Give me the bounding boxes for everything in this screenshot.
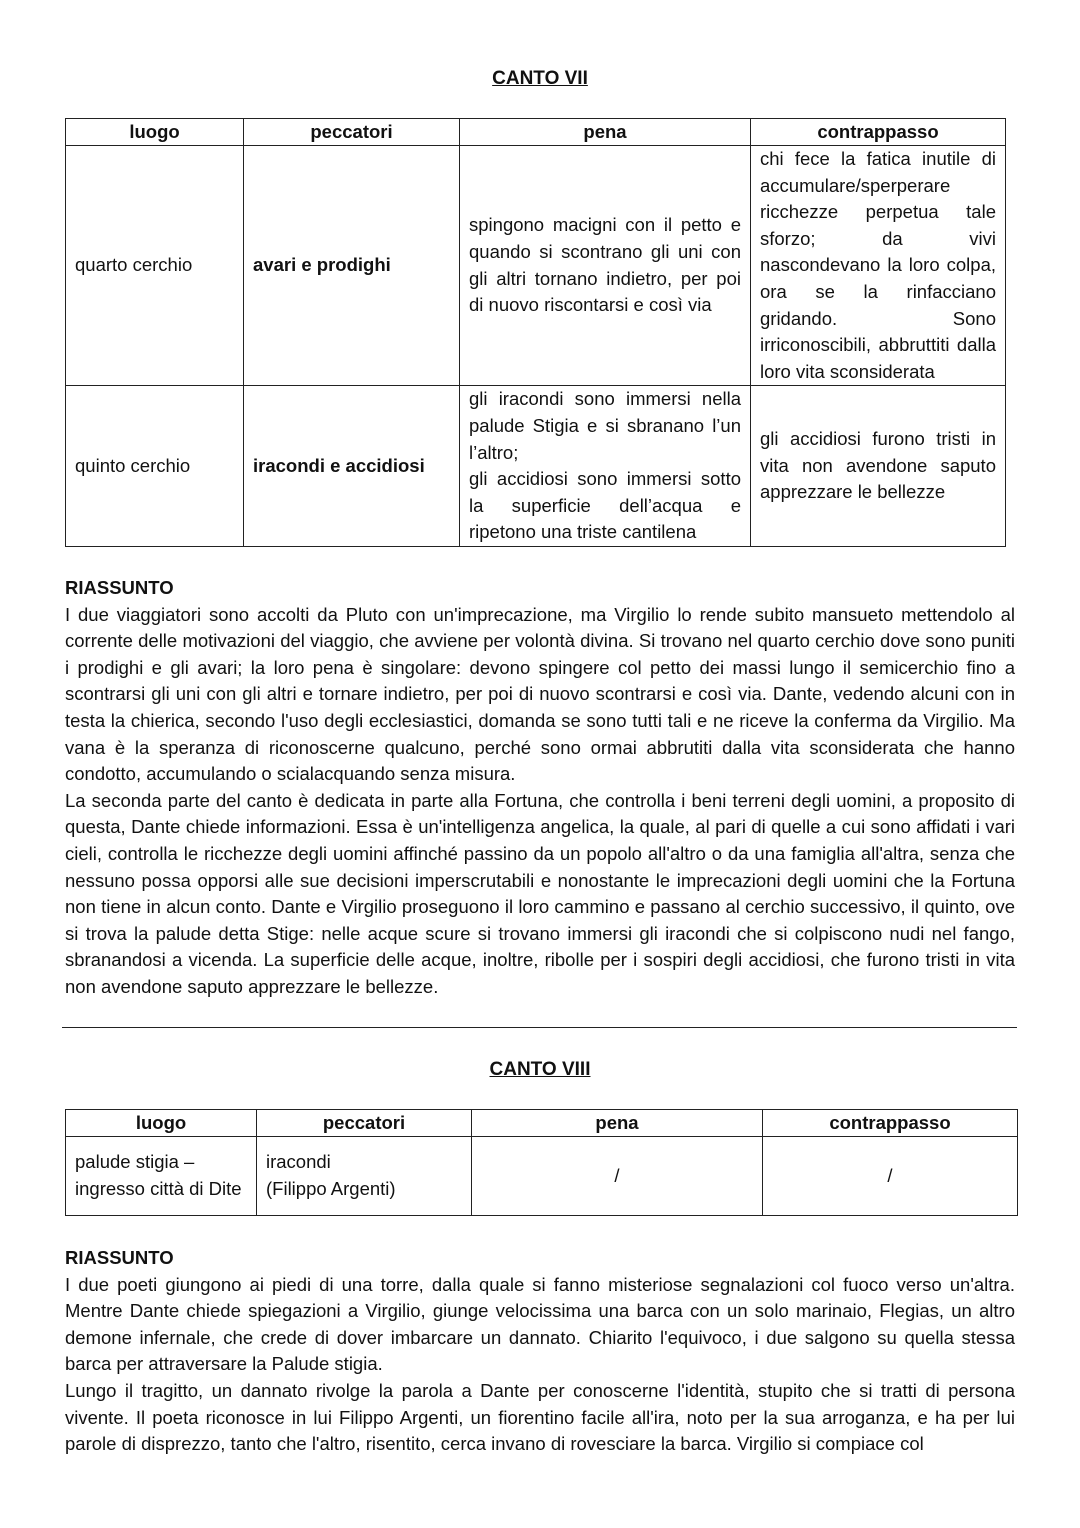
table-header-row [66, 1110, 1018, 1137]
table-row [66, 1137, 1018, 1216]
pena-line-accidiosi: gli accidiosi sono immersi sotto la superficie dell’acqua e ripetono una triste cantilena [469, 468, 741, 543]
header-luogo: luogo [66, 1110, 257, 1137]
canto-vii-table [65, 118, 1006, 547]
header-contrappasso: contrappasso [763, 1110, 1018, 1137]
table-header-row [66, 119, 1006, 146]
cell-peccatori: avari e prodighi [244, 146, 460, 386]
cell-contrappasso: gli accidiosi furono tristi in vita non avendone saputo apprezzare le bellezze [751, 386, 1006, 547]
header-pena: pena [460, 119, 751, 146]
summary-heading: RIASSUNTO [65, 577, 174, 598]
canto-viii-title: CANTO VIII [489, 1059, 591, 1080]
cell-luogo: quarto cerchio [66, 146, 244, 386]
cell-pena: / [472, 1137, 763, 1216]
cell-luogo: quinto cerchio [66, 386, 244, 547]
cell-luogo: palude stigia – ingresso città di Dite [66, 1137, 257, 1216]
section-divider [62, 1027, 1017, 1028]
canto-viii-summary [65, 1245, 1015, 1458]
header-peccatori: peccatori [257, 1110, 472, 1137]
cell-pena [460, 386, 751, 547]
canto-vii-summary [65, 575, 1015, 1001]
table-row [66, 146, 1006, 386]
peccatori-line: iracondi [266, 1151, 331, 1173]
pena-line-iracondi: gli iracondi sono immersi nella palude Stigia e si sbranano l’un l’altro; [469, 388, 741, 463]
header-pena: pena [472, 1110, 763, 1137]
summary-paragraph: I due viaggiatori sono accolti da Pluto con un'imprecazione, ma Virgilio lo rende subito mansueto mettendolo al corrente delle motivazioni del viaggio, che avviene per volontà divina. Si trovano nel quarto cerchio dove sono puniti i prodighi e gli avari; la loro pena è singolare: devono spingere col petto dei massi lungo il semicerchio fino a scontrarsi gli uni con gli altri e tornare indietro, per poi di nuovo scontrarsi e così via. Dante, vedendo alcuni con in testa la chierica, secondo l'uso degli ecclesiastici, domanda se sono tutti tali e ne riceve la conferma da Virgilio. Ma vana è la speranza di riconoscerne qualcuno, perché sono ormai abbrutiti dalla vita sconsiderata che hanno condotto, accumulando o scialacquando senza misura. [65, 603, 1015, 785]
summary-paragraph: I due poeti giungono ai piedi di una torre, dalla quale si fanno misteriose segnalazioni col fuoco verso un'altra. Mentre Dante chiede spiegazioni a Virgilio, giunge velocissima una barca con un solo marinaio, Flegias, un altro demone infernale, che crede di dover imbarcare un dannato. Chiarito l'equivoco, i due salgono su quella stessa barca per attraversare la Palude stigia. [65, 1273, 1015, 1375]
peccatori-line: (Filippo Argenti) [266, 1178, 396, 1199]
cell-contrappasso: / [763, 1137, 1018, 1216]
summary-paragraph: Lungo il tragitto, un dannato rivolge la parola a Dante per conoscerne l'identità, stupito che si tratti di persona vivente. Il poeta riconosce in lui Filippo Argenti, un fiorentino facile all'ira, noto per la sua arroganza, e ha per lui parole di disprezzo, tanto che l'altro, risentito, cerca invano di rovesciare la barca. Virgilio si compiace col [65, 1379, 1015, 1455]
header-luogo: luogo [66, 119, 244, 146]
table-row [66, 386, 1006, 547]
canto-viii-table [65, 1109, 1018, 1216]
cell-peccatori [257, 1137, 472, 1216]
cell-peccatori: iracondi e accidiosi [244, 386, 460, 547]
summary-paragraph: La seconda parte del canto è dedicata in parte alla Fortuna, che controlla i beni terreni degli uomini, a proposito di questa, Dante chiede informazioni. Essa è un'intelligenza angelica, la quale, al pari di quelle a cui sono affidati i vari cieli, controlla le ricchezze degli uomini affinché passino da un popolo all'altro o da una famiglia all'altra, senza che nessuno possa opporsi alle sue decisioni imperscrutabili e nonostante le imprecazioni degli uomini che la Fortuna non tiene in alcun conto. Dante e Virgilio proseguono il loro cammino e passano al cerchio successivo, il quinto, ove si trova la palude detta Stige: nelle acque scure si trovano immersi gli iracondi che si colpiscono nudi nel fango, sbranandosi a vicenda. La superficie delle acque, inoltre, ribolle per i sospiri degli accidiosi, che furono tristi in vita non avendone saputo apprezzare le bellezze. [65, 789, 1015, 997]
cell-pena: spingono macigni con il petto e quando si scontrano gli uni con gli altri tornano indietro, per poi di nuovo riscontarsi e così via [460, 146, 751, 386]
header-contrappasso: contrappasso [751, 119, 1006, 146]
summary-heading: RIASSUNTO [65, 1247, 174, 1268]
cell-contrappasso: chi fece la fatica inutile di accumulare/sperperare ricchezze perpetua tale sforzo; da vivi nascondevano la loro colpa, ora se la rinfacciano gridando. Sono irriconoscibili, abbruttiti dalla loro vita sconsiderata [751, 146, 1006, 386]
canto-vii-title: CANTO VII [492, 68, 588, 89]
header-peccatori: peccatori [244, 119, 460, 146]
